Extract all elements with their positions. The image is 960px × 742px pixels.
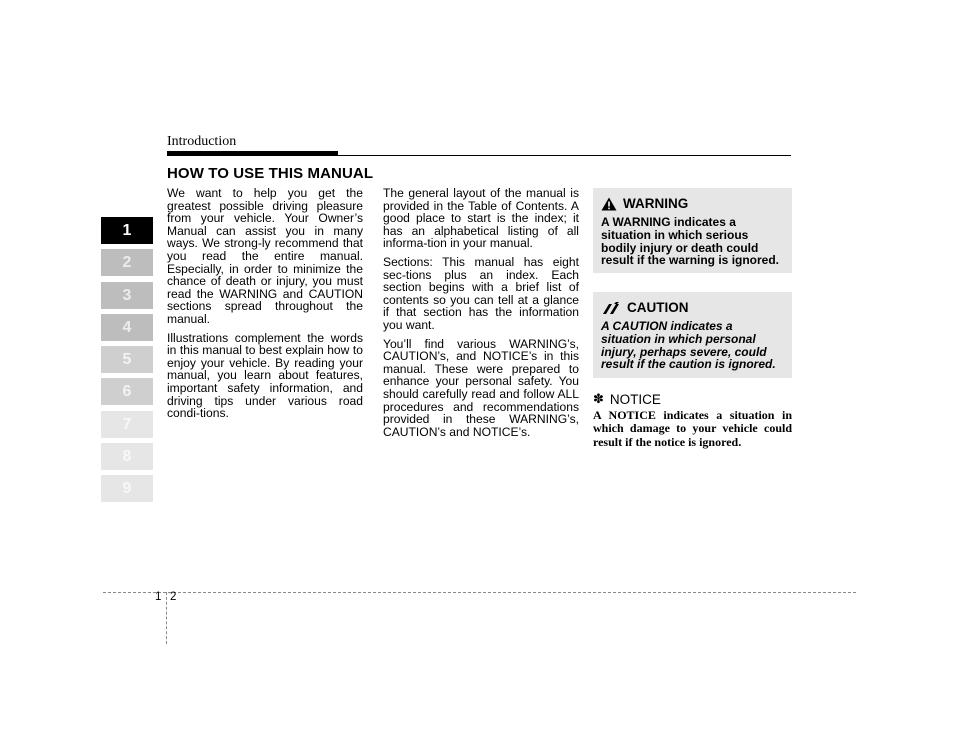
warning-triangle-icon [601, 197, 617, 211]
notice-header [593, 391, 661, 407]
header-rule [338, 155, 791, 156]
warnings-paragraph: You’ll find various WARNING’s, CAUTION’s, and NOTICE’s in this manual. These were prepared to enhance your personal safety. You should carefully read and follow ALL procedures and recommendations provided in these WARNING’s, CAUTION’s and NOTICE’s. [383, 336, 579, 439]
warning-header [601, 196, 784, 211]
chapter-tab-4[interactable]: 4 [101, 314, 153, 341]
title-bar [167, 151, 338, 156]
caution-text: A CAUTION indicates a situation in which personal injury, perhaps severe, could result if the caution is ignored. [601, 319, 776, 372]
caution-title: CAUTION [627, 300, 689, 315]
notice-title: NOTICE [609, 391, 661, 407]
chapter-tab-5[interactable]: 5 [101, 346, 153, 373]
caution-slash-icon [601, 302, 621, 314]
warning-box [593, 188, 792, 273]
layout-column [383, 187, 579, 444]
footer-rule [103, 592, 856, 593]
caution-header [601, 300, 784, 315]
chapter-tab-7[interactable]: 7 [101, 411, 153, 438]
caution-box [593, 292, 792, 378]
chapter-tab-2[interactable]: 2 [101, 249, 153, 276]
notice-text: A NOTICE indicates a situation in which damage to your vehicle could result if the notice is ignored. [593, 408, 792, 449]
chapter-tab-1[interactable]: 1 [101, 217, 153, 244]
intro-column [167, 187, 363, 426]
footer-page-number: 2 [170, 591, 177, 603]
chapter-tab-9[interactable]: 9 [101, 475, 153, 502]
layout-paragraph: The general layout of the manual is provided in the Table of Contents. A good place to start is the index; it has an alphabetical listing of all informa-tion in your manual. [383, 186, 579, 251]
intro-paragraph: We want to help you get the greatest possible driving pleasure from your vehicle. Your Owner’s Manual can assist you in many ways. We strong-ly recommend that you read the entire manual. Especially, in order to minimize the chance of death or injury, you must read the WARNING and CAUTION sections spread throughout the manual. [167, 186, 363, 326]
chapter-tab-6[interactable]: 6 [101, 378, 153, 405]
warning-title: WARNING [623, 196, 689, 211]
page-title: HOW TO USE THIS MANUAL [167, 165, 374, 182]
notice-star-icon: ✽ [593, 391, 604, 406]
sections-paragraph: Sections: This manual has eight sec-tions plus an index. Each section begins with a brief list of contents so you can tell at a glance if that section has the information you want. [383, 254, 579, 332]
chapter-tabs [101, 217, 153, 508]
chapter-tab-3[interactable]: 3 [101, 282, 153, 309]
footer-chapter-number: 1 [155, 591, 162, 603]
warning-text: A WARNING indicates a situation in which serious bodily injury or death could result if the warning is ignored. [601, 215, 780, 268]
illustrations-paragraph: Illustrations complement the words in this manual to best explain how to enjoy your vehicle. By reading your manual, you learn about features, important safety information, and driving tips under various road condi-tions. [167, 330, 363, 421]
section-label: Introduction [167, 134, 237, 149]
chapter-tab-8[interactable]: 8 [101, 443, 153, 470]
footer-divider [166, 592, 167, 644]
